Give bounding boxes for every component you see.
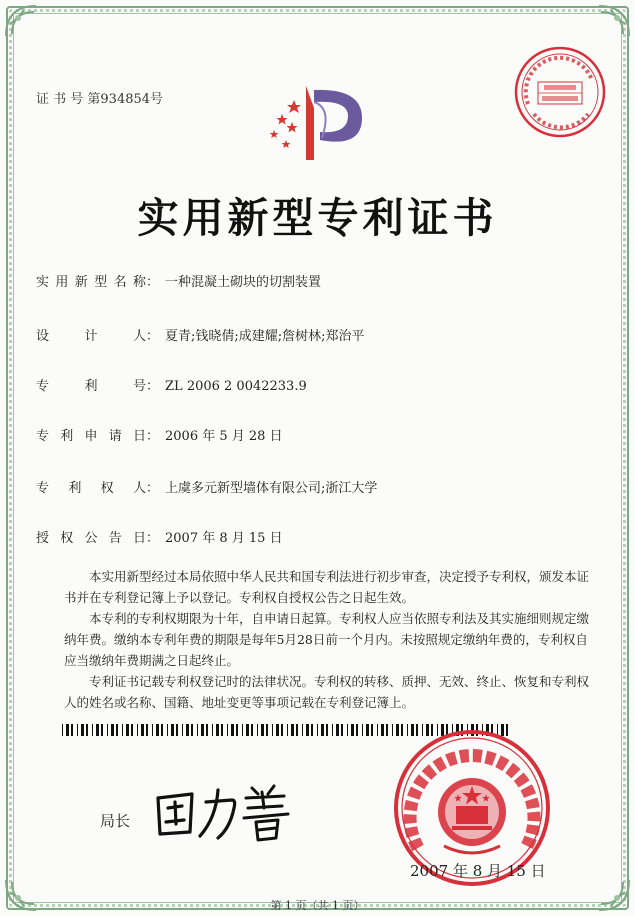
field-utility-model-name xyxy=(36,273,321,293)
director-signature xyxy=(148,778,298,848)
field-value: 夏青;钱晓倩;成建耀;詹树林;郑治平 xyxy=(165,329,365,344)
field-value: 2007 年 8 月 15 日 xyxy=(165,531,283,546)
issue-date: 2007 年 8 月 15 日 xyxy=(410,862,546,880)
agency-tax-seal xyxy=(512,44,608,140)
field-patent-number xyxy=(36,377,307,397)
field-separator: ： xyxy=(146,429,160,444)
director-label: 局长 xyxy=(100,812,131,830)
field-designers xyxy=(36,327,365,347)
field-value: 一种混凝土砌块的切割装置 xyxy=(165,275,322,290)
field-separator: ： xyxy=(146,379,160,394)
corner-ornament-top-right xyxy=(597,4,631,38)
field-grant-date xyxy=(36,529,283,549)
field-separator: ： xyxy=(146,531,160,546)
field-label: 专利号 xyxy=(36,379,146,394)
field-label: 专利申请日 xyxy=(36,429,146,444)
field-separator: ： xyxy=(146,329,160,344)
paragraph-term-and-fees: 本专利的专利权期限为十年，自申请日起算。专利权人应当依照专利法及其实施细则规定缴纳年费。缴纳本专利年费的期限是每年5月28日前一个月内。未按照规定缴纳年费的，专利权自应当缴纳年费期满之日起终止。 xyxy=(64,611,590,668)
field-label: 设计人 xyxy=(36,329,146,344)
field-label: 专利权人 xyxy=(36,481,146,496)
field-label: 授权公告日 xyxy=(36,531,146,546)
field-label: 实用新型名称 xyxy=(36,275,146,290)
certificate-body-text xyxy=(64,566,594,713)
certificate-number: 证 书 号 第934854号 xyxy=(36,92,164,107)
paragraph-grant-statement: 本实用新型经过本局依照中华人民共和国专利法进行初步审查，决定授予专利权，颁发本证书并在专利登记簿上予以登记。专利权自授权公告之日起生效。 xyxy=(64,569,590,605)
paragraph-legal-status: 专利证书记载专利权登记时的法律状况。专利权的转移、质押、无效、终止、恢复和专利权人的姓名或名称、国籍、地址变更等事项记载在专利登记簿上。 xyxy=(64,674,590,710)
field-patentee xyxy=(36,479,377,499)
corner-ornament-top-left xyxy=(4,4,38,38)
field-separator: ： xyxy=(146,275,160,290)
field-separator: ： xyxy=(146,481,160,496)
field-value: 2006 年 5 月 28 日 xyxy=(165,429,283,444)
field-application-date xyxy=(36,427,283,447)
field-value: ZL 2006 2 0042233.9 xyxy=(165,379,307,394)
patent-office-logo xyxy=(262,78,372,168)
certificate-title: 实用新型专利证书 xyxy=(137,194,498,242)
page-number: 第 1 页（共 1 页） xyxy=(270,899,365,912)
field-value: 上虞多元新型墙体有限公司;浙江大学 xyxy=(165,481,378,496)
